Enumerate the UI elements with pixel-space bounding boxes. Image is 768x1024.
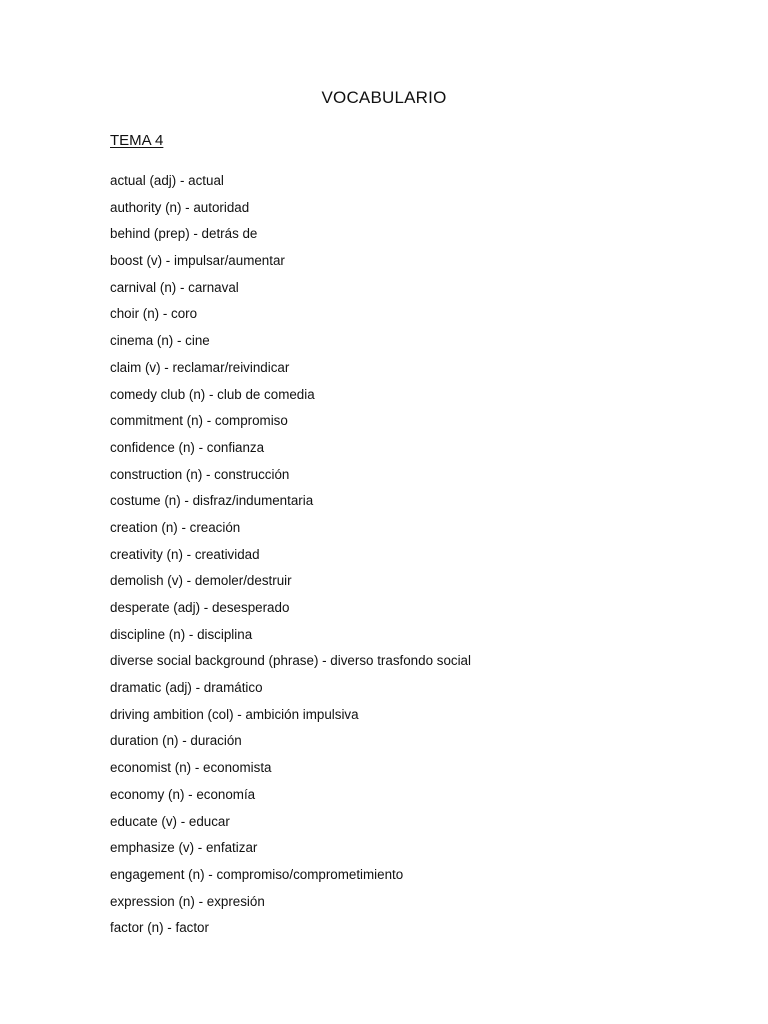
vocabulary-entry: behind (prep) - detrás de [110, 226, 258, 242]
vocabulary-entry: boost (v) - impulsar/aumentar [110, 253, 285, 269]
vocabulary-entry: authority (n) - autoridad [110, 199, 250, 215]
vocabulary-entry: confidence (n) - confianza [110, 439, 265, 455]
vocabulary-entry: creation (n) - creación [110, 519, 241, 535]
vocabulary-entry: duration (n) - duración [110, 733, 242, 749]
vocabulary-list [110, 170, 471, 944]
vocabulary-entry: diverse social background (phrase) - diverso trasfondo social [110, 653, 471, 669]
vocabulary-entry: desperate (adj) - desesperado [110, 600, 290, 615]
vocabulary-entry: engagement (n) - compromiso/comprometimiento [110, 866, 404, 882]
document-title: VOCABULARIO [321, 88, 447, 107]
vocabulary-entry: factor (n) - factor [110, 920, 209, 936]
vocabulary-entry: economy (n) - economía [110, 786, 256, 802]
vocabulary-entry: economist (n) - economista [110, 760, 272, 776]
vocabulary-entry: emphasize (v) - enfatizar [110, 840, 258, 856]
vocabulary-entry: commitment (n) - compromiso [110, 413, 288, 429]
vocabulary-entry: cinema (n) - cine [110, 333, 210, 349]
vocabulary-entry: creativity (n) - creatividad [110, 546, 260, 562]
vocabulary-entry: demolish (v) - demoler/destruir [110, 573, 292, 589]
vocabulary-entry: discipline (n) - disciplina [110, 626, 253, 642]
vocabulary-entry: driving ambition (col) - ambición impulsiva [110, 706, 359, 722]
vocabulary-entry: dramatic (adj) - dramático [110, 680, 263, 696]
vocabulary-entry: costume (n) - disfraz/indumentaria [110, 493, 314, 509]
section-heading: TEMA 4 [110, 132, 164, 149]
vocabulary-entry: claim (v) - reclamar/reivindicar [110, 359, 290, 375]
vocabulary-entry: carnival (n) - carnaval [110, 279, 239, 295]
vocabulary-entry: comedy club (n) - club de comedia [110, 386, 315, 402]
vocabulary-entry: educate (v) - educar [110, 813, 230, 829]
vocabulary-entry: construction (n) - construcción [110, 466, 290, 482]
vocabulary-entry: choir (n) - coro [110, 306, 198, 322]
vocabulary-entry: expression (n) - expresión [110, 893, 265, 909]
vocabulary-entry: actual (adj) - actual [110, 173, 224, 188]
